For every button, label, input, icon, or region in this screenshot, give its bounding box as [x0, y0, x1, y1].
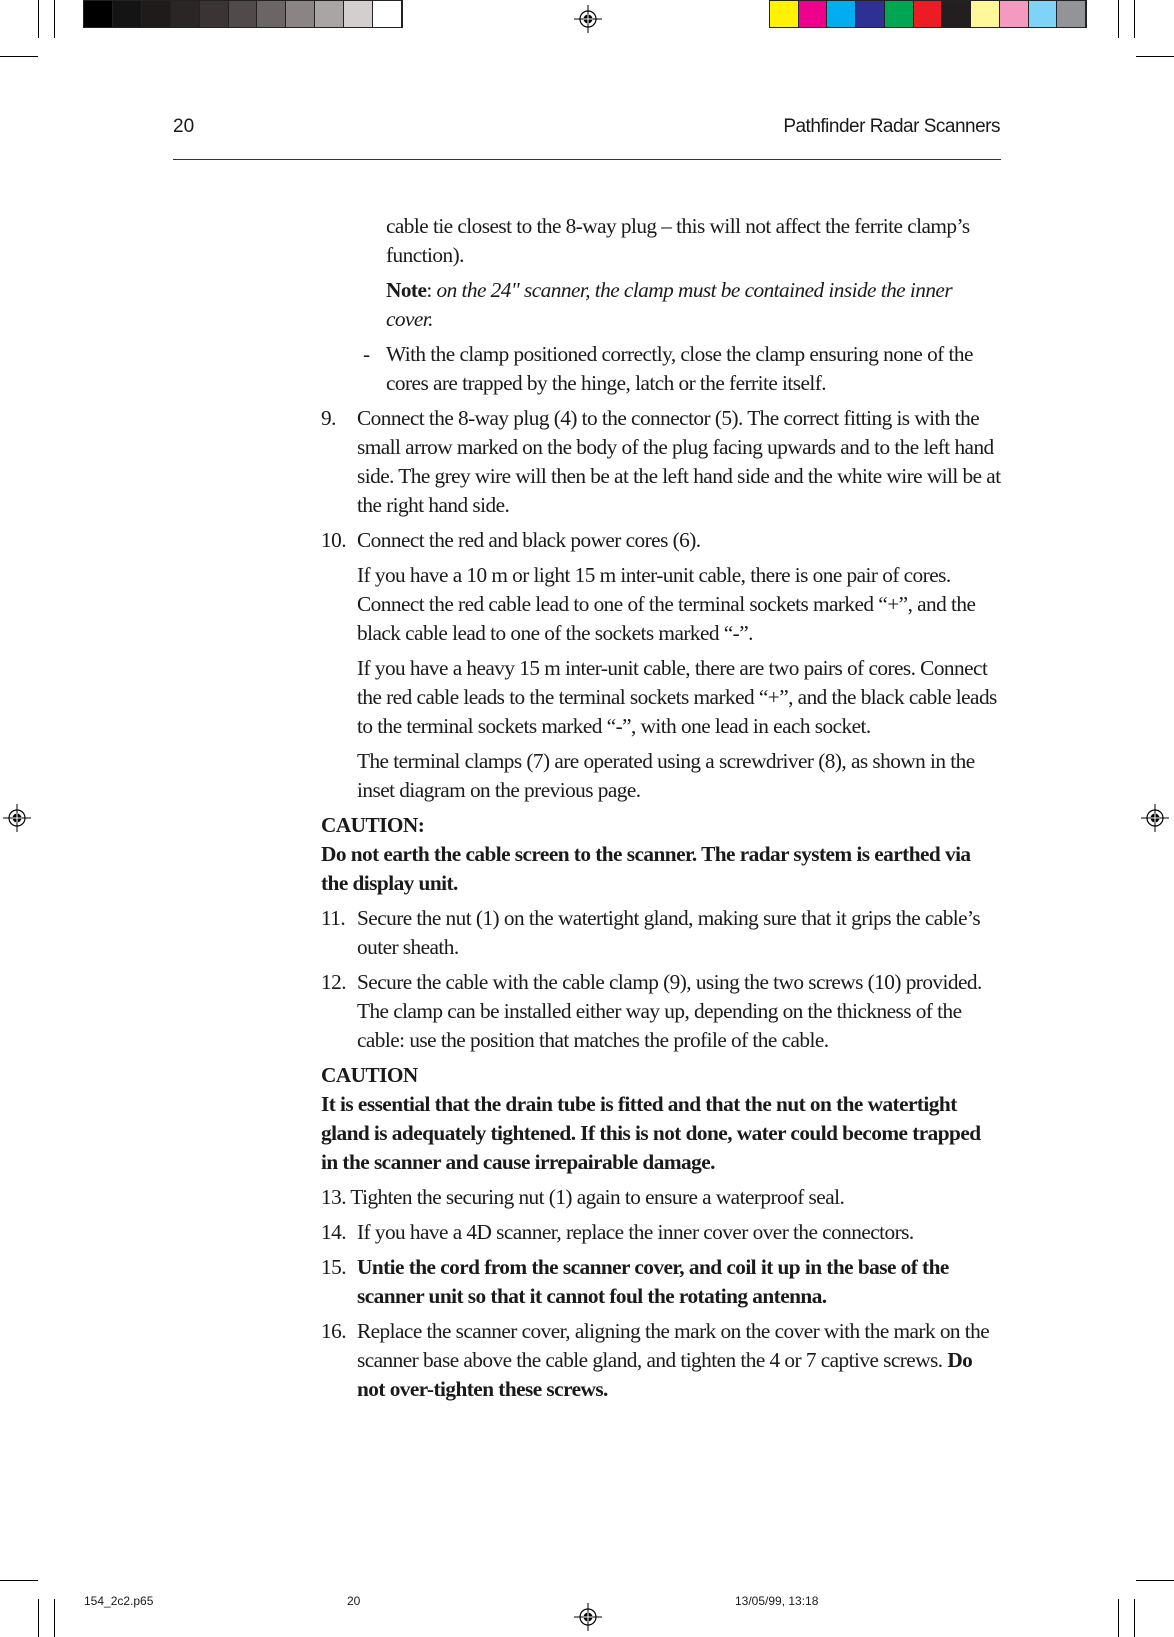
- color-swatch: [942, 1, 971, 27]
- crop-mark: [38, 0, 39, 38]
- registration-mark-icon: [574, 1603, 602, 1631]
- step-10-paragraph-3: The terminal clamps (7) are operated using a screwdriver (8), as shown in the inset diagram on the previous page.: [357, 749, 975, 802]
- step-text: Untie the cord from the scanner cover, and coil it up in the base of the scanner unit so that it cannot foul the rotating antenna.: [357, 1255, 949, 1308]
- step-16: [321, 1317, 1001, 1404]
- color-swatch: [885, 1, 914, 27]
- color-swatch: [286, 1, 315, 27]
- caution-block-2: [321, 1061, 1001, 1177]
- continuation-paragraph: cable tie closest to the 8-way plug – this will not affect the ferrite clamp’s function).: [386, 214, 970, 267]
- crop-mark: [1134, 0, 1135, 38]
- caution-title: CAUTION:: [321, 813, 425, 837]
- running-title: Pathfinder Radar Scanners: [783, 116, 1000, 137]
- caution-text: It is essential that the drain tube is fitted and that the nut on the watertight gland is adequately tightened. If this is not done, water could become trapped in the scanner and cause irrepairable damage.: [321, 1092, 981, 1174]
- color-swatch: [257, 1, 286, 27]
- grey-calibration-bar: [83, 0, 403, 28]
- step-15: [321, 1253, 1001, 1311]
- dash-item-text: With the clamp positioned correctly, close the clamp ensuring none of the cores are trapped by the hinge, latch or the ferrite itself.: [386, 342, 973, 395]
- color-swatch: [770, 1, 799, 27]
- color-swatch: [315, 1, 344, 27]
- crop-mark: [1136, 1580, 1174, 1581]
- registration-mark-icon: [574, 5, 602, 33]
- note-paragraph: [321, 276, 1001, 334]
- color-swatch: [971, 1, 1000, 27]
- color-swatch: [142, 1, 171, 27]
- header-divider: [173, 159, 1001, 160]
- color-calibration-bar: [769, 0, 1087, 28]
- step-number: 11.: [321, 906, 346, 930]
- step-number: 9.: [321, 406, 336, 430]
- step-text: Secure the nut (1) on the watertight gland, making sure that it grips the cable’s outer sheath.: [357, 906, 981, 959]
- step-14: [321, 1218, 1001, 1247]
- color-swatch: [200, 1, 229, 27]
- crop-mark: [1118, 1599, 1119, 1637]
- slug-page: 20: [347, 1594, 361, 1608]
- registration-mark-icon: [3, 804, 31, 832]
- note-text: on the 24" scanner, the clamp must be contained inside the inner cover.: [386, 278, 953, 331]
- color-swatch: [799, 1, 828, 27]
- dash-list-item: [321, 340, 1001, 398]
- step-10-paragraph-2: If you have a heavy 15 m inter-unit cable, there are two pairs of cores. Connect the red cable leads to the terminal sockets marked “+”, and the black cable leads to the terminal sockets marked “-”, with one lead in each socket.: [357, 656, 997, 738]
- color-swatch: [113, 1, 142, 27]
- step-number: 14.: [321, 1220, 346, 1244]
- note-label: Note: [386, 278, 427, 302]
- slug-timestamp: 13/05/99, 13:18: [735, 1594, 819, 1608]
- note-separator: :: [426, 278, 437, 302]
- step-11: [321, 904, 1001, 962]
- registration-mark-icon: [1141, 804, 1169, 832]
- step-12: [321, 968, 1001, 1055]
- color-swatch: [229, 1, 258, 27]
- step-text: Connect the red and black power cores (6).: [357, 528, 701, 552]
- page-body: [321, 212, 1001, 1410]
- step-text: Replace the scanner cover, aligning the mark on the cover with the mark on the scanner base above the cable gland, and tighten the 4 or 7 captive screws.: [357, 1319, 990, 1372]
- crop-mark: [1118, 0, 1119, 38]
- color-swatch: [827, 1, 856, 27]
- color-swatch: [171, 1, 200, 27]
- page-number: 20: [173, 116, 195, 137]
- color-swatch: [1057, 1, 1086, 27]
- crop-mark: [38, 1599, 39, 1637]
- step-9: [321, 404, 1001, 520]
- caution-title: CAUTION: [321, 1063, 418, 1087]
- step-text: Secure the cable with the cable clamp (9), using the two screws (10) provided. The clamp can be installed either way up, depending on the thickness of the cable: use the position that matches the profile of the cable.: [357, 970, 982, 1052]
- crop-mark: [54, 1599, 55, 1637]
- color-swatch: [344, 1, 373, 27]
- color-swatch: [914, 1, 943, 27]
- step-text: If you have a 4D scanner, replace the inner cover over the connectors.: [357, 1220, 914, 1244]
- step-13: 13. Tighten the securing nut (1) again to ensure a waterproof seal.: [321, 1185, 845, 1209]
- color-swatch: [1029, 1, 1058, 27]
- step-number: 15.: [321, 1255, 346, 1279]
- crop-mark: [1136, 56, 1174, 57]
- crop-mark: [0, 1580, 38, 1581]
- color-swatch: [856, 1, 885, 27]
- color-swatch: [373, 1, 402, 27]
- slug-file-name: 154_2c2.p65: [84, 1594, 154, 1608]
- step-warning: Do not over-tighten these screws.: [357, 1348, 973, 1401]
- color-swatch: [1000, 1, 1029, 27]
- caution-text: Do not earth the cable screen to the scanner. The radar system is earthed via the display unit.: [321, 842, 971, 895]
- step-10-paragraph-1: If you have a 10 m or light 15 m inter-unit cable, there is one pair of cores. Connect the red cable lead to one of the terminal sockets marked “+”, and the black cable lead to one of the sockets marked “-”.: [357, 563, 976, 645]
- step-number: 12.: [321, 970, 346, 994]
- step-10: [321, 526, 1001, 555]
- step-number: 16.: [321, 1319, 346, 1343]
- step-number: 10.: [321, 528, 346, 552]
- crop-mark: [0, 56, 38, 57]
- color-swatch: [84, 1, 113, 27]
- dash-marker: -: [363, 342, 370, 366]
- caution-block-1: [321, 811, 1001, 898]
- step-text: Connect the 8-way plug (4) to the connector (5). The correct fitting is with the small arrow marked on the body of the plug facing upwards and to the left hand side. The grey wire will then be at the left hand side and the white wire will be at the right hand side.: [357, 406, 1001, 517]
- crop-mark: [54, 0, 55, 38]
- crop-mark: [1134, 1599, 1135, 1637]
